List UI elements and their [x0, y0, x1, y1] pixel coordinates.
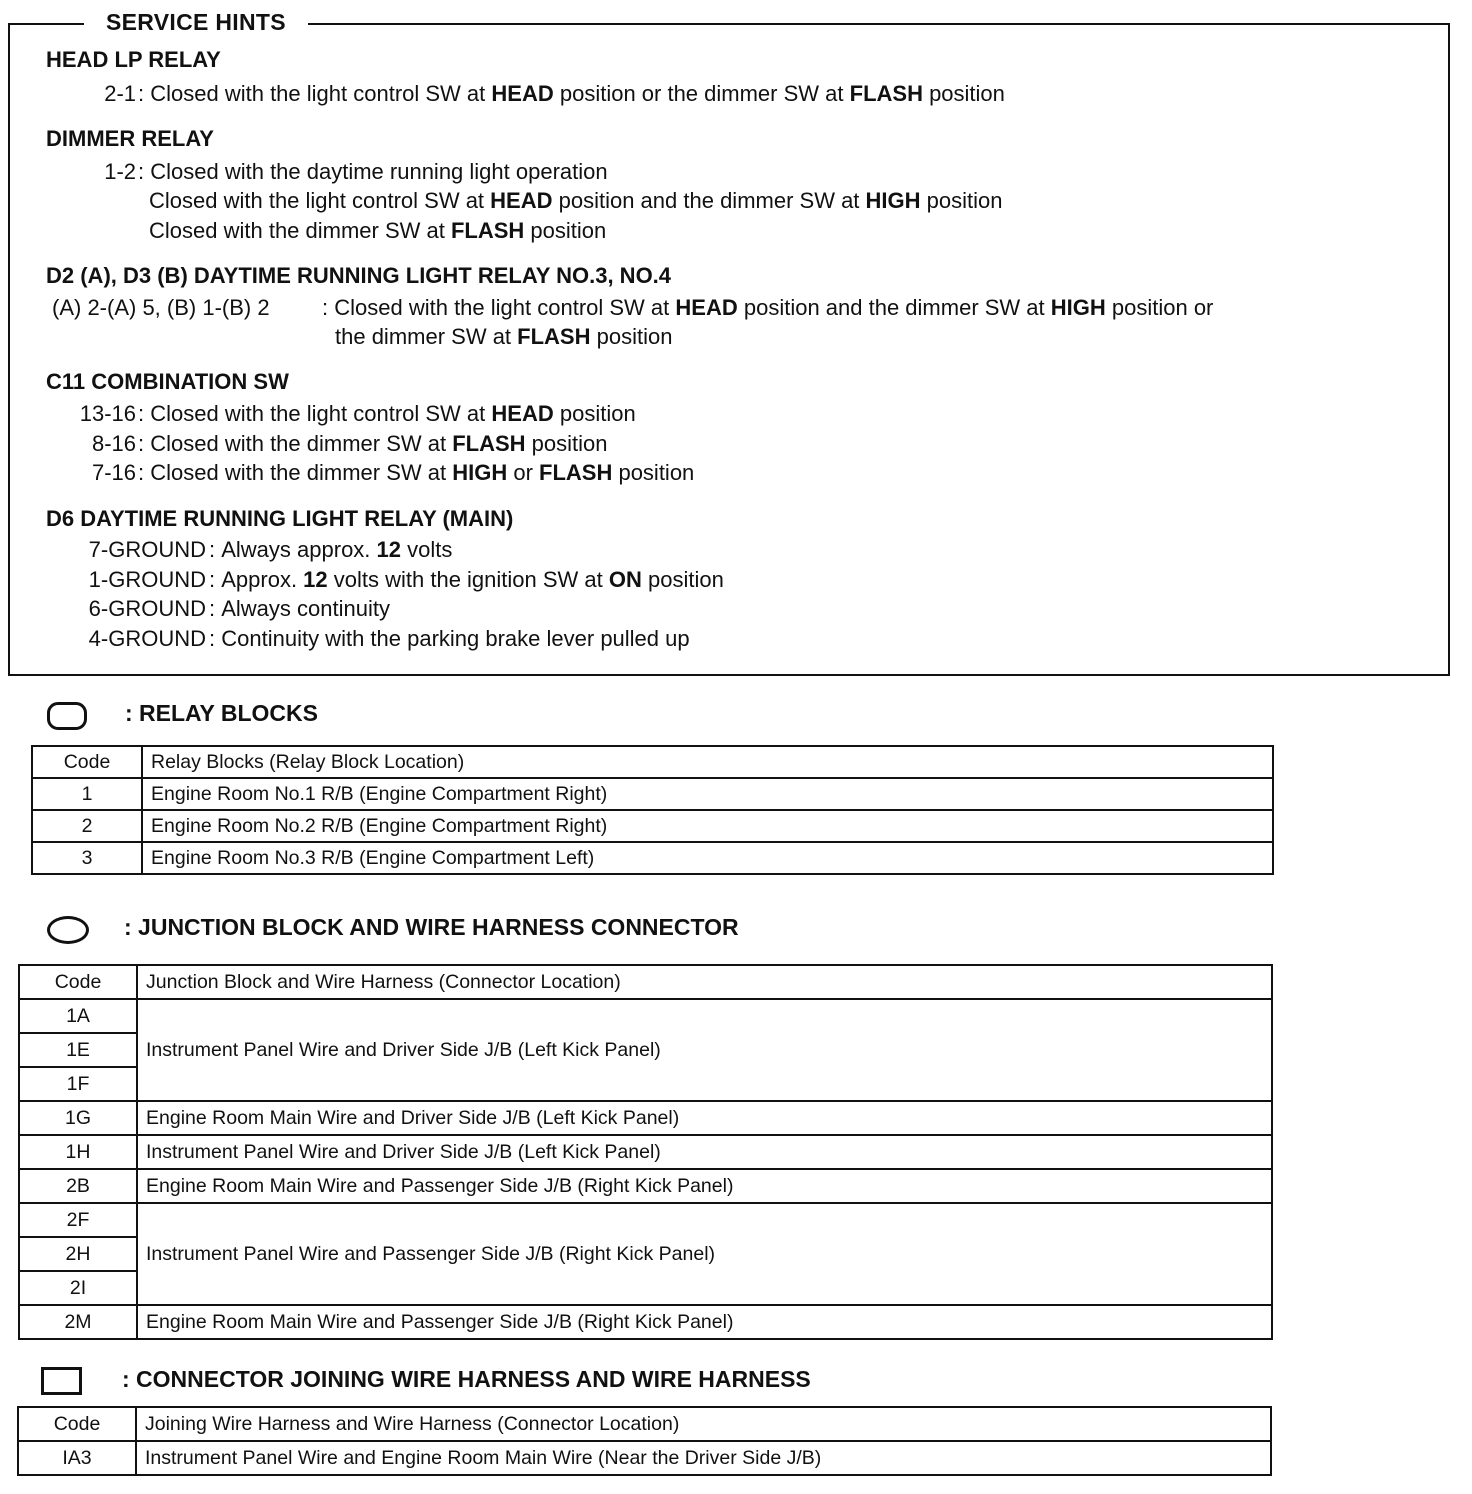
row-code: 2M — [19, 1305, 137, 1339]
harness-connectors-heading: : CONNECTOR JOINING WIRE HARNESS AND WIRE HARNESS — [122, 1366, 811, 1392]
row-desc: Engine Room No.2 R/B (Engine Compartment Right) — [142, 810, 1273, 842]
row-code: 1F — [19, 1067, 137, 1101]
row-desc: Engine Room No.3 R/B (Engine Compartment Left) — [142, 842, 1273, 874]
drl-main-key-1: 7-GROUND — [88, 537, 206, 562]
row-desc: Engine Room Main Wire and Driver Side J/B (Left Kick Panel) — [137, 1101, 1272, 1135]
col-code-header: Code — [32, 746, 142, 778]
col-desc-header: Joining Wire Harness and Wire Harness (Connector Location) — [136, 1407, 1271, 1441]
table-row — [19, 1169, 1272, 1203]
row-desc: Instrument Panel Wire and Driver Side J/B (Left Kick Panel) — [137, 1135, 1272, 1169]
drl-relay-34-heading: D2 (A), D3 (B) DAYTIME RUNNING LIGHT RELAY NO.3, NO.4 — [46, 263, 672, 288]
drl-main-line-2: : Approx. 12 volts with the ignition SW at ON position — [209, 567, 724, 592]
head-lp-relay-heading: HEAD LP RELAY — [46, 47, 221, 72]
table-row — [32, 842, 1273, 874]
drl-main-key-2: 1-GROUND — [88, 567, 206, 592]
harness-connectors-table — [17, 1406, 1272, 1476]
row-code: 2H — [19, 1237, 137, 1271]
table-row — [19, 1135, 1272, 1169]
drl-main-line-3: : Always continuity — [209, 596, 390, 621]
drl-relay-34-line-2: the dimmer SW at FLASH position — [335, 324, 673, 349]
drl-main-heading: D6 DAYTIME RUNNING LIGHT RELAY (MAIN) — [46, 506, 514, 531]
col-desc-header: Junction Block and Wire Harness (Connector Location) — [137, 965, 1272, 999]
row-desc: Engine Room Main Wire and Passenger Side J/B (Right Kick Panel) — [137, 1305, 1272, 1339]
drl-main-line-1: : Always approx. 12 volts — [209, 537, 453, 562]
combination-sw-line-3: : Closed with the dimmer SW at HIGH or FLASH position — [138, 460, 695, 485]
combination-sw-key-2: 8-16 — [91, 431, 136, 456]
drl-main-key-3: 6-GROUND — [88, 596, 206, 621]
combination-sw-key-1: 13-16 — [79, 401, 136, 426]
relay-block-symbol-icon — [47, 702, 87, 730]
dimmer-relay-key: 1-2 — [104, 159, 136, 184]
combination-sw-line-2: : Closed with the dimmer SW at FLASH position — [138, 431, 608, 456]
dimmer-relay-line-1: : Closed with the daytime running light operation — [138, 159, 608, 184]
dimmer-relay-line-2: Closed with the light control SW at HEAD position and the dimmer SW at HIGH position — [149, 188, 1003, 213]
table-row — [32, 778, 1273, 810]
drl-main-line-4: : Continuity with the parking brake lever pulled up — [209, 626, 690, 651]
table-row — [19, 1305, 1272, 1339]
row-code: 3 — [32, 842, 142, 874]
row-desc: Engine Room Main Wire and Passenger Side J/B (Right Kick Panel) — [137, 1169, 1272, 1203]
row-code: 1G — [19, 1101, 137, 1135]
table-header-row — [32, 746, 1273, 778]
row-code: 1H — [19, 1135, 137, 1169]
row-code: 2F — [19, 1203, 137, 1237]
table-row — [18, 1441, 1271, 1475]
row-code: 2 — [32, 810, 142, 842]
row-desc: Engine Room No.1 R/B (Engine Compartment Right) — [142, 778, 1273, 810]
row-desc: Instrument Panel Wire and Engine Room Main Wire (Near the Driver Side J/B) — [136, 1441, 1271, 1475]
dimmer-relay-line-3: Closed with the dimmer SW at FLASH position — [149, 218, 607, 243]
row-code: 1A — [19, 999, 137, 1033]
drl-main-key-4: 4-GROUND — [88, 626, 206, 651]
combination-sw-line-1: : Closed with the light control SW at HEAD position — [138, 401, 636, 426]
table-header-row — [19, 965, 1272, 999]
combination-sw-key-3: 7-16 — [91, 460, 136, 485]
head-lp-relay-line: : Closed with the light control SW at HEAD position or the dimmer SW at FLASH position — [138, 81, 1005, 106]
service-hints-title: SERVICE HINTS — [84, 9, 308, 36]
head-lp-relay-key: 2-1 — [104, 81, 136, 106]
row-code: 1 — [32, 778, 142, 810]
junction-block-symbol-icon — [47, 916, 89, 944]
dimmer-relay-heading: DIMMER RELAY — [46, 126, 214, 151]
table-row — [19, 1101, 1272, 1135]
table-row — [19, 999, 1272, 1033]
table-header-row — [18, 1407, 1271, 1441]
col-code-header: Code — [18, 1407, 136, 1441]
row-code: 1E — [19, 1033, 137, 1067]
table-row — [19, 1203, 1272, 1237]
combination-sw-heading: C11 COMBINATION SW — [46, 369, 289, 394]
table-row — [32, 810, 1273, 842]
row-desc: Instrument Panel Wire and Driver Side J/B (Left Kick Panel) — [137, 999, 1272, 1101]
junction-blocks-table — [18, 964, 1273, 1340]
row-desc: Instrument Panel Wire and Passenger Side J/B (Right Kick Panel) — [137, 1203, 1272, 1305]
col-code-header: Code — [19, 965, 137, 999]
col-desc-header: Relay Blocks (Relay Block Location) — [142, 746, 1273, 778]
drl-relay-34-key: (A) 2-(A) 5, (B) 1-(B) 2 — [52, 295, 270, 320]
row-code: 2B — [19, 1169, 137, 1203]
row-code: IA3 — [18, 1441, 136, 1475]
junction-blocks-heading: : JUNCTION BLOCK AND WIRE HARNESS CONNECTOR — [124, 914, 739, 940]
harness-connector-symbol-icon — [41, 1367, 82, 1395]
row-code: 2I — [19, 1271, 137, 1305]
relay-blocks-table — [31, 745, 1274, 875]
relay-blocks-heading: : RELAY BLOCKS — [125, 700, 318, 726]
drl-relay-34-line-1: : Closed with the light control SW at HEAD position and the dimmer SW at HIGH position or — [322, 295, 1214, 320]
